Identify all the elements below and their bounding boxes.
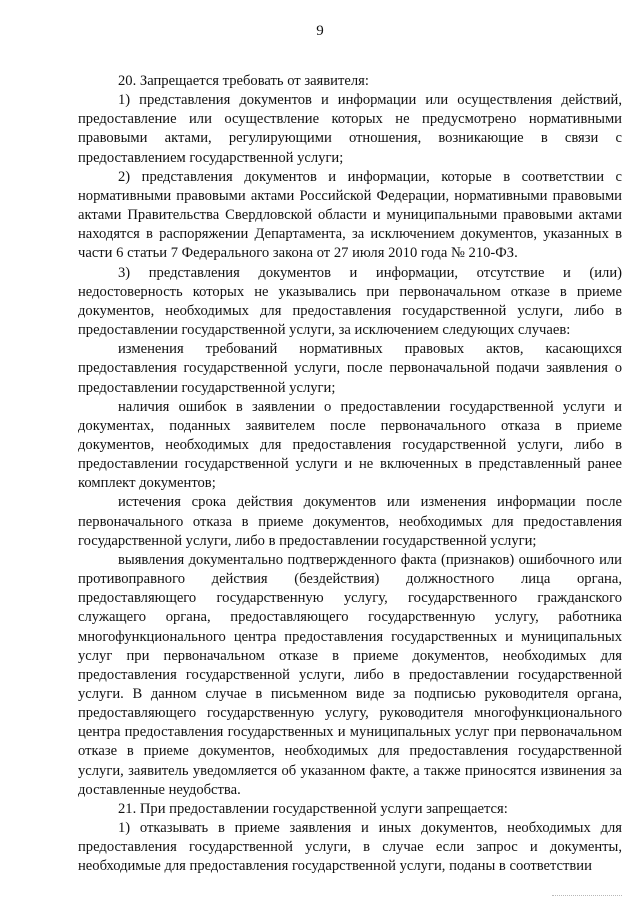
footer-mark [552,895,622,897]
paragraph-case-expiry: истечения срока действия документов или изменения информации после первоначального отказа в приеме документов, необходимых для предоставления государственной услуги, либо в предоставлении государственной услуги; [78,494,622,549]
paragraph-case-errors: наличия ошибок в заявлении о предоставлении государственной услуги и документах, поданных заявителем после первоначального отказа в приеме документов, необходимых для предоставления государственной услуги, либо в предоставлении государственной услуги и не включенных в представленный ранее комплект документов; [78,398,622,492]
paragraph-case-unlawful-action: выявления документально подтвержденного факта (признаков) ошибочного или противоправного действия (бездействия) должностного лица органа, предоставляющего государственную услугу, государственного гражданского служащего органа, предоставляющего государственную услугу, работника многофункционального центра предоставления государственных и муниципальных услуг при первоначальном отказе в приеме документов, необходимых для предоставления государственной услуги, либо в предоставлении государственной услуги. В данном случае в письменном виде за подписью руководителя органа, предоставляющего государственную услугу, руководителя многофункционального центра предоставления государственных и муниципальных услуг при первоначальном отказе в приеме документов, необходимых для предоставления государственной услуги, заявитель уведомляется об указанном факте, а также приносятся извинения за доставленные неудобства. [78,551,622,798]
paragraph-20-heading: 20. Запрещается требовать от заявителя: [118,73,369,89]
paragraph-20-item-2: 2) представления документов и информации, которые в соответствии с нормативными правовыми актами Российской Федерации, нормативными правовыми актами Правительства Свердловской области и муниципальными правовыми актами находятся в распоряжении Департамента, за исключением документов, указанных в части 6 статьи 7 Федерального закона от 27 июля 2010 года № 210-ФЗ. [78,168,622,262]
paragraph-20-item-1: 1) представления документов и информации или осуществления действий, предоставление или осуществление которых не предусмотрено нормативными правовыми актами, регулирующими отношения, возникающие в связи с предоставлением государственной услуги; [78,92,622,166]
paragraph-21-item-1: 1) отказывать в приеме заявления и иных документов, необходимых для предоставления государственной услуги, в случае если запрос и документы, необходимые для предоставления государственной услуги, поданы в соответствии [78,820,622,875]
document-body [78,72,622,877]
paragraph-case-requirements-change: изменения требований нормативных правовых актов, касающихся предоставления государственной услуги, после первоначальной подачи заявления о предоставлении государственной услуги; [78,341,622,396]
page-number: 9 [316,23,324,39]
paragraph-20-item-3: 3) представления документов и информации, отсутствие и (или) недостоверность которых не указывались при первоначальном отказе в приеме документов, необходимых для предоставления государственной услуги, либо в предоставлении государственной услуги, за исключением следующих случаев: [78,264,622,339]
paragraph-21-heading: 21. При предоставлении государственной услуги запрещается: [118,800,508,817]
